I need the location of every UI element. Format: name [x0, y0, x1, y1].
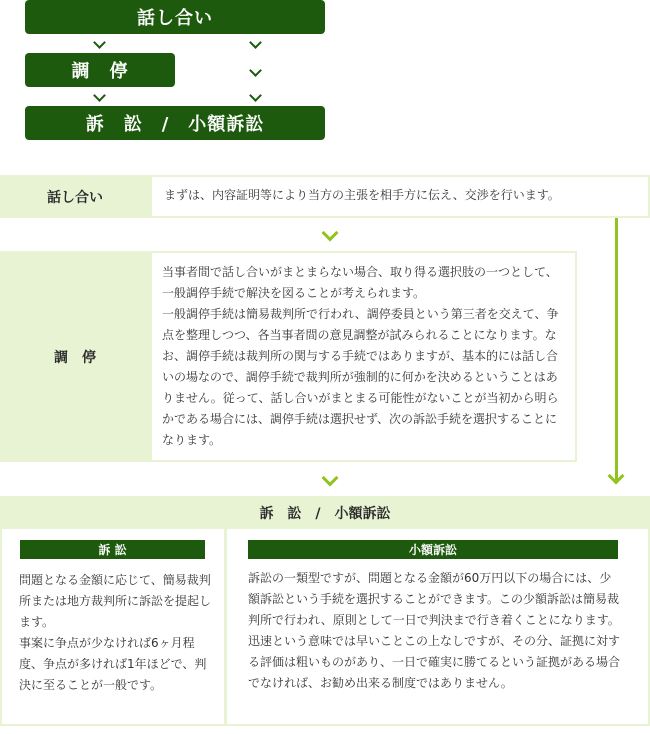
small-claims-paragraph: 訴訟の一類型ですが、問題となる金額が60万円以下の場合には、少額訴訟という手続を選択することができます。この少額訴訟は簡易裁判所で行われ、原則として一日で判決まで行き着くことになります。	[248, 571, 620, 627]
arrow-head	[608, 468, 625, 485]
small-claims-heading: 小額訴訟	[248, 540, 618, 559]
chevron-down-icon	[322, 470, 339, 487]
flow-mediation-box: 調 停	[25, 53, 175, 87]
litigation-text	[19, 570, 211, 696]
section-talk-text: まずは、内容証明等により当方の主張を相手方に伝え、交渉を行います。	[152, 177, 648, 216]
chevron-down-icon	[249, 64, 262, 77]
small-claims-paragraph: 迅速という意味では早いことこの上なしですが、その分、証拠に対する評価は粗いものがあり、一日で確実に勝てるという証拠がある場合でなければ、お勧め出来る制度ではありません。	[248, 634, 621, 690]
section-mediation-content	[152, 253, 575, 460]
arrow-down-icon	[615, 218, 618, 480]
flow-talk-box: 話し合い	[25, 0, 325, 34]
mediation-paragraph: 当事者間で話し合いがまとまらない場合、取り得る選択肢の一つとして、一般調停手続で解決を図ることが考えられます。	[162, 265, 558, 300]
litigation-paragraph: 事案に争点が少なければ6ヶ月程度、争点が多ければ1年ほどで、判決に至ることが一般です。	[19, 636, 207, 692]
litigation-heading: 訴 訟	[20, 540, 205, 559]
chevron-down-icon	[93, 89, 106, 102]
small-claims-text	[248, 568, 620, 694]
litigation-paragraph: 問題となる金額に応じて、簡易裁判所または地方裁判所に訴訟を提起します。	[19, 573, 212, 629]
mediation-paragraph: 一般調停手続は簡易裁判所で行われ、調停委員という第三者を交えて、争点を整理しつつ、各当事者間の意見調整が試みられることになります。なお、調停手続は裁判所の関与する手続ではありますが、基本的には話し合いの場なので、調停手続で裁判所が強制的に何かを決めるということはありません。従って、話し合いがまとまる可能性がないことが当初から明らかである場合には、調停手続は選択せず、次の訴訟手続を選択することになります。	[162, 307, 559, 447]
section-mediation-label: 調 停	[0, 251, 150, 462]
chevron-down-icon	[93, 36, 106, 49]
chevron-down-icon	[249, 89, 262, 102]
chevron-down-icon	[249, 36, 262, 49]
flow-lawsuit-box: 訴 訟 / 小額訴訟	[25, 106, 325, 140]
chevron-down-icon	[322, 225, 339, 242]
section-talk-label: 話し合い	[0, 175, 150, 218]
section-lawsuit-label: 訴 訟 / 小額訴訟	[0, 496, 650, 529]
